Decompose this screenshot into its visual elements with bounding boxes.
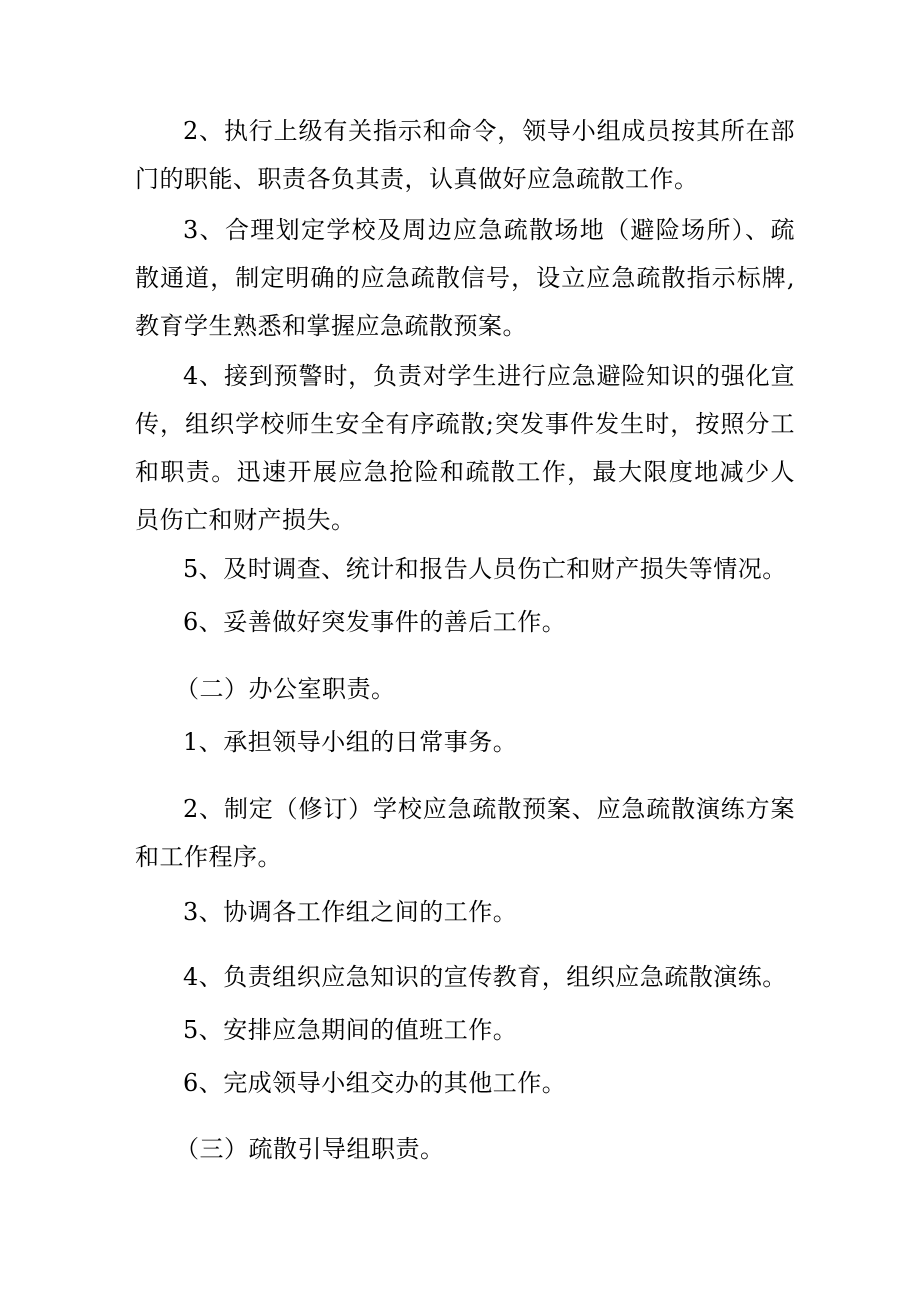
paragraph-duty-2: 2、执行上级有关指示和命令，领导小组成员按其所在部门的职能、职责各负其责，认真做好应急疏散工作。 (135, 117, 795, 193)
section-heading-office: （二）办公室职责。 (175, 675, 396, 703)
paragraph-duty-3: 3、合理划定学校及周边应急疏散场地（避险场所）、疏散通道，制定明确的应急疏散信号，设立应急疏散指示标牌,教育学生熟悉和掌握应急疏散预案。 (135, 216, 795, 340)
paragraph-office-5: 5、安排应急期间的值班工作。 (183, 1016, 518, 1044)
paragraph-office-3: 3、协调各工作组之间的工作。 (183, 898, 518, 926)
paragraph-office-1: 1、承担领导小组的日常事务。 (183, 728, 518, 756)
section-heading-evacuation: （三）疏散引导组职责。 (175, 1135, 445, 1163)
paragraph-duty-4: 4、接到预警时，负责对学生进行应急避险知识的强化宣传，组织学校师生安全有序疏散;突发事件发生时，按照分工和职责。迅速开展应急抢险和疏散工作，最大限度地减少人员伤亡和财产损失。 (135, 362, 795, 534)
paragraph-duty-6: 6、妥善做好突发事件的善后工作。 (183, 608, 567, 636)
paragraph-office-2: 2、制定（修订）学校应急疏散预案、应急疏散演练方案和工作程序。 (135, 795, 795, 871)
paragraph-office-6: 6、完成领导小组交办的其他工作。 (183, 1069, 567, 1097)
paragraph-duty-5: 5、及时调查、统计和报告人员伤亡和财产损失等情况。 (183, 555, 787, 583)
paragraph-office-4: 4、负责组织应急知识的宣传教育，组织应急疏散演练。 (183, 963, 787, 991)
